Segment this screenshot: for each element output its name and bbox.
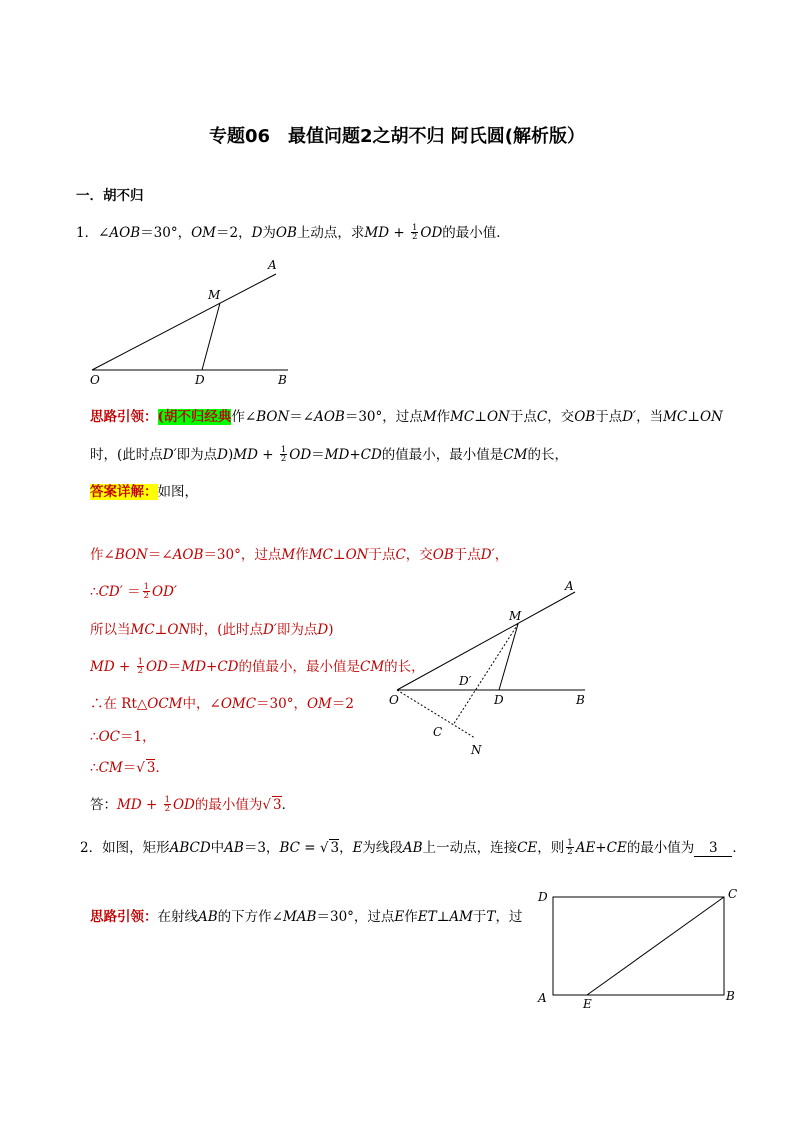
ans-text: 的值最小，最小值是 bbox=[238, 659, 361, 675]
hint-var: OB bbox=[574, 409, 596, 425]
q2-text: ＝3， bbox=[243, 840, 280, 856]
ans-text: 作 bbox=[295, 547, 309, 563]
ans-var: OM bbox=[306, 696, 332, 712]
figure-1 bbox=[80, 255, 300, 390]
ans-text: ＝ bbox=[122, 584, 141, 600]
q1-text: ＝2， bbox=[215, 225, 252, 241]
q1-text: ＝30°， bbox=[140, 225, 192, 241]
hint-text: ＝30°，过点 bbox=[344, 409, 423, 425]
hint-var: AOB bbox=[314, 409, 345, 425]
hint-var: MD+CD bbox=[324, 447, 382, 463]
fraction-half bbox=[280, 446, 287, 463]
ans-var: OB bbox=[432, 547, 454, 563]
hint-label: 思路引领： bbox=[90, 409, 158, 425]
q2-text: 2．如图，矩形 bbox=[80, 840, 170, 856]
answer-text: 如图， bbox=[157, 484, 198, 500]
frac-den: 2 bbox=[411, 232, 418, 242]
ans-text: ＝ bbox=[122, 760, 137, 776]
line-oa bbox=[397, 592, 575, 690]
q2-text: ， bbox=[339, 840, 353, 856]
q2-var: AB bbox=[402, 840, 423, 856]
sqrt-value: 3 bbox=[146, 760, 156, 776]
ans-var: MD bbox=[117, 797, 142, 813]
hint-text: ＝∠ bbox=[289, 409, 315, 425]
q2-var: ABCD bbox=[169, 840, 211, 856]
hint-text: ＝30°，过点 bbox=[316, 909, 395, 925]
line-md bbox=[499, 624, 518, 690]
ans-text: ＝2 bbox=[331, 696, 354, 712]
ans-text: ∴ bbox=[90, 760, 99, 776]
ans-var: CD′ bbox=[98, 584, 123, 600]
hint-var: CM bbox=[503, 447, 528, 463]
figure-3 bbox=[530, 880, 745, 1015]
label-a: A bbox=[538, 991, 547, 1005]
ans-text: ，交 bbox=[405, 547, 433, 563]
label-d: D bbox=[494, 693, 504, 707]
label-b: B bbox=[726, 989, 735, 1003]
q1-angle: ∠AOB bbox=[98, 225, 141, 241]
ans-text: 答： bbox=[90, 797, 117, 813]
ans-var: CM bbox=[360, 659, 385, 675]
q2-text: ． bbox=[732, 840, 746, 856]
ans-var: BON bbox=[114, 547, 148, 563]
ans-var: MC bbox=[308, 547, 333, 563]
hint-text: 作 bbox=[436, 409, 451, 425]
ans-var: OD bbox=[172, 797, 195, 813]
hint-text: 即为点 bbox=[176, 447, 218, 463]
ans-var: OCM bbox=[147, 696, 183, 712]
q1-var: OB bbox=[275, 225, 297, 241]
hint-var: MC bbox=[450, 409, 475, 425]
ans-var: ON bbox=[345, 547, 369, 563]
q2-text: 中 bbox=[210, 840, 225, 856]
ans-text: ∴在 Rt△ bbox=[90, 696, 148, 712]
fraction-half bbox=[143, 583, 150, 600]
label-d: D bbox=[538, 890, 548, 904]
ans-var: AOB bbox=[172, 547, 204, 563]
answer-1-line-5 bbox=[90, 692, 354, 712]
ans-text: + bbox=[114, 659, 135, 675]
figure-2 bbox=[385, 578, 600, 763]
q2-var: BC bbox=[279, 840, 300, 856]
label-e: E bbox=[583, 997, 592, 1011]
ans-text: 的长， bbox=[384, 659, 425, 675]
ans-text: ⊥ bbox=[332, 547, 346, 563]
question-1 bbox=[76, 221, 510, 242]
ans-text: 于点 bbox=[368, 547, 396, 563]
frac-num: 1 bbox=[567, 838, 573, 848]
ans-var: D bbox=[317, 622, 329, 638]
hint-text: 的下方作∠ bbox=[217, 909, 283, 925]
rectangle-abcd bbox=[553, 897, 724, 995]
q1-text: 为 bbox=[262, 225, 276, 241]
hint-2 bbox=[90, 905, 522, 925]
ans-var: M bbox=[281, 547, 296, 563]
hint-text: + bbox=[257, 447, 278, 463]
hint-text: ，交 bbox=[547, 409, 575, 425]
q1-text: + bbox=[389, 225, 409, 241]
question-2: 2．如图，矩形ABCD中AB＝3，BC = √ 3，E为线段AB上一动点，连接CE，则 $\frac{1}{2}$ AE+CE的最小值为 3 ． bbox=[80, 838, 746, 857]
ans-var: MD+CD bbox=[181, 659, 239, 675]
frac-den: 2 bbox=[280, 454, 287, 464]
fraction-half bbox=[411, 224, 418, 241]
hint-var: MC bbox=[663, 409, 688, 425]
frac-num: 1 bbox=[137, 657, 143, 667]
q2-var: CE bbox=[517, 840, 538, 856]
hint-var: ON bbox=[699, 409, 723, 425]
hint-text: 的值最小，最小值是 bbox=[381, 447, 504, 463]
label-c: C bbox=[433, 725, 443, 739]
ans-text: ＝∠ bbox=[147, 547, 173, 563]
q2-var: AB bbox=[224, 840, 244, 856]
ans-text: ， bbox=[494, 547, 509, 563]
hint-text: ⊥ bbox=[474, 409, 487, 425]
line-md bbox=[202, 303, 220, 370]
answer-1-line-1 bbox=[90, 543, 508, 563]
sqrt-value: 3 bbox=[273, 797, 282, 813]
ans-var: OMC bbox=[220, 696, 257, 712]
ans-text: 即为点 bbox=[276, 622, 318, 638]
answer-1-heading bbox=[90, 480, 198, 500]
answer-blank: 3 bbox=[694, 840, 732, 857]
q2-text: = bbox=[299, 840, 320, 856]
ans-text: + bbox=[141, 797, 162, 813]
label-d-prime: D′ bbox=[459, 674, 472, 688]
page-title: 专题06 最值问题2之胡不归 阿氏圆(解析版） bbox=[208, 126, 586, 147]
frac-num: 1 bbox=[143, 582, 150, 592]
hint-text: 于点 bbox=[509, 409, 537, 425]
label-m: M bbox=[509, 609, 522, 623]
hint-text: 时，(此时点 bbox=[90, 447, 163, 463]
ans-text: ＝30°， bbox=[256, 696, 307, 712]
ans-text: ＝ bbox=[167, 659, 182, 675]
hint-text: ，过 bbox=[495, 909, 523, 925]
hint-var: BON bbox=[256, 409, 290, 425]
q1-text: 上动点，求 bbox=[296, 225, 365, 241]
hint-var: E bbox=[394, 909, 405, 925]
answer-1-line-7: ∴CM＝√ 3． bbox=[90, 760, 169, 776]
label-d: D bbox=[195, 373, 205, 387]
fraction-half bbox=[566, 839, 573, 856]
label-m: M bbox=[208, 288, 221, 302]
ans-var: OC bbox=[98, 729, 120, 745]
frac-den: 2 bbox=[143, 591, 150, 601]
ans-text: ⊥ bbox=[154, 622, 168, 638]
hint-text: 于点 bbox=[595, 409, 623, 425]
answer-1-line-3 bbox=[90, 618, 334, 638]
hint-var: MD bbox=[233, 447, 258, 463]
ans-text: ＝1， bbox=[120, 729, 156, 745]
answer-label: 答案详解： bbox=[90, 484, 158, 500]
hint-var: D′ bbox=[622, 409, 637, 425]
classic-tag: (胡不归经典 bbox=[157, 409, 232, 425]
q1-var: MD bbox=[364, 225, 390, 241]
hint-text: ，当 bbox=[636, 409, 664, 425]
ans-text: ) bbox=[328, 622, 334, 638]
hint-text: ＝ bbox=[311, 447, 325, 463]
line-ce bbox=[587, 897, 724, 995]
fraction-half bbox=[164, 796, 171, 813]
hint-var: MAB bbox=[282, 909, 317, 925]
section-heading: 一．胡不归 bbox=[76, 188, 144, 204]
hint-var: ET bbox=[417, 909, 437, 925]
fraction-half bbox=[137, 658, 144, 675]
hint-1-line-2 bbox=[90, 443, 568, 464]
ans-var: OD bbox=[145, 659, 168, 675]
hint-var: AB bbox=[198, 909, 218, 925]
q2-text: 的最小值为 bbox=[626, 840, 695, 856]
sqrt-value: 3 bbox=[330, 840, 340, 856]
hint-var: T bbox=[486, 909, 496, 925]
frac-num: 1 bbox=[280, 445, 287, 455]
frac-num: 1 bbox=[411, 223, 418, 233]
label-n: N bbox=[471, 743, 482, 757]
answer-1-final: 答：MD + $\frac{1}{2}$ OD的最小值为√ 3． bbox=[90, 795, 296, 814]
hint-text: 作 bbox=[404, 909, 418, 925]
ans-text: 时，(此时点 bbox=[190, 622, 264, 638]
ans-var: D′ bbox=[480, 547, 495, 563]
hint-text: ⊥ bbox=[436, 909, 450, 925]
answer-1-line-6 bbox=[90, 725, 156, 745]
ans-text: 于点 bbox=[453, 547, 481, 563]
frac-den: 2 bbox=[567, 847, 573, 857]
ans-var: OD′ bbox=[152, 584, 177, 600]
hint-var: D bbox=[217, 447, 228, 463]
ans-text: 的最小值为 bbox=[194, 797, 263, 813]
hint-var: C bbox=[536, 409, 548, 425]
ans-var: ON bbox=[167, 622, 191, 638]
hint-var: M bbox=[422, 409, 437, 425]
hint-text: ⊥ bbox=[687, 409, 700, 425]
q1-text: 的最小值． bbox=[442, 225, 510, 241]
ans-var: D′ bbox=[263, 622, 277, 638]
frac-den: 2 bbox=[164, 804, 170, 814]
q1-var: OM bbox=[191, 225, 216, 241]
q2-text: ，则 bbox=[537, 840, 565, 856]
hint-1-line-1 bbox=[90, 405, 723, 425]
ans-var: C bbox=[395, 547, 406, 563]
q1-var: OD bbox=[420, 225, 443, 241]
q1-var: D bbox=[251, 225, 263, 241]
hint-text: ) bbox=[228, 447, 234, 463]
ans-text: ＝30°，过点 bbox=[203, 547, 282, 563]
ans-var: CM bbox=[98, 760, 123, 776]
ans-text: ∴ bbox=[90, 584, 99, 600]
answer-1-line-4 bbox=[90, 655, 425, 676]
q1-number: 1． bbox=[76, 225, 99, 241]
ans-text: ． bbox=[155, 760, 169, 776]
hint-text: 于 bbox=[472, 909, 487, 925]
q2-var: AE+CE bbox=[575, 840, 627, 856]
q2-text: 为线段 bbox=[362, 840, 403, 856]
label-b: B bbox=[576, 693, 585, 707]
hint-text: 在射线 bbox=[157, 909, 198, 925]
ans-text: ． bbox=[281, 797, 296, 813]
line-oa bbox=[92, 274, 276, 370]
hint-var: AM bbox=[449, 909, 473, 925]
answer-1-line-2 bbox=[90, 580, 177, 601]
hint-label: 思路引领： bbox=[90, 909, 158, 925]
ans-text: ∴ bbox=[90, 729, 99, 745]
hint-text: 的长， bbox=[527, 447, 568, 463]
q2-var: E bbox=[352, 840, 363, 856]
label-c: C bbox=[728, 887, 738, 901]
label-a: A bbox=[268, 258, 277, 272]
label-o: O bbox=[389, 693, 399, 707]
ans-text: 所以当 bbox=[90, 622, 131, 638]
frac-num: 1 bbox=[164, 795, 170, 805]
label-a: A bbox=[565, 579, 574, 593]
q2-text: 上一动点，连接 bbox=[422, 840, 518, 856]
hint-var: OD bbox=[289, 447, 312, 463]
frac-den: 2 bbox=[137, 666, 143, 676]
ans-var: MD bbox=[90, 659, 115, 675]
ans-var: MC bbox=[130, 622, 155, 638]
hint-var: ON bbox=[486, 409, 510, 425]
hint-text: 作∠ bbox=[231, 409, 257, 425]
hint-var: D′ bbox=[162, 447, 177, 463]
label-o: O bbox=[90, 373, 100, 387]
label-b: B bbox=[278, 373, 287, 387]
ans-text: 作∠ bbox=[90, 547, 115, 563]
ans-text: 中，∠ bbox=[182, 696, 221, 712]
